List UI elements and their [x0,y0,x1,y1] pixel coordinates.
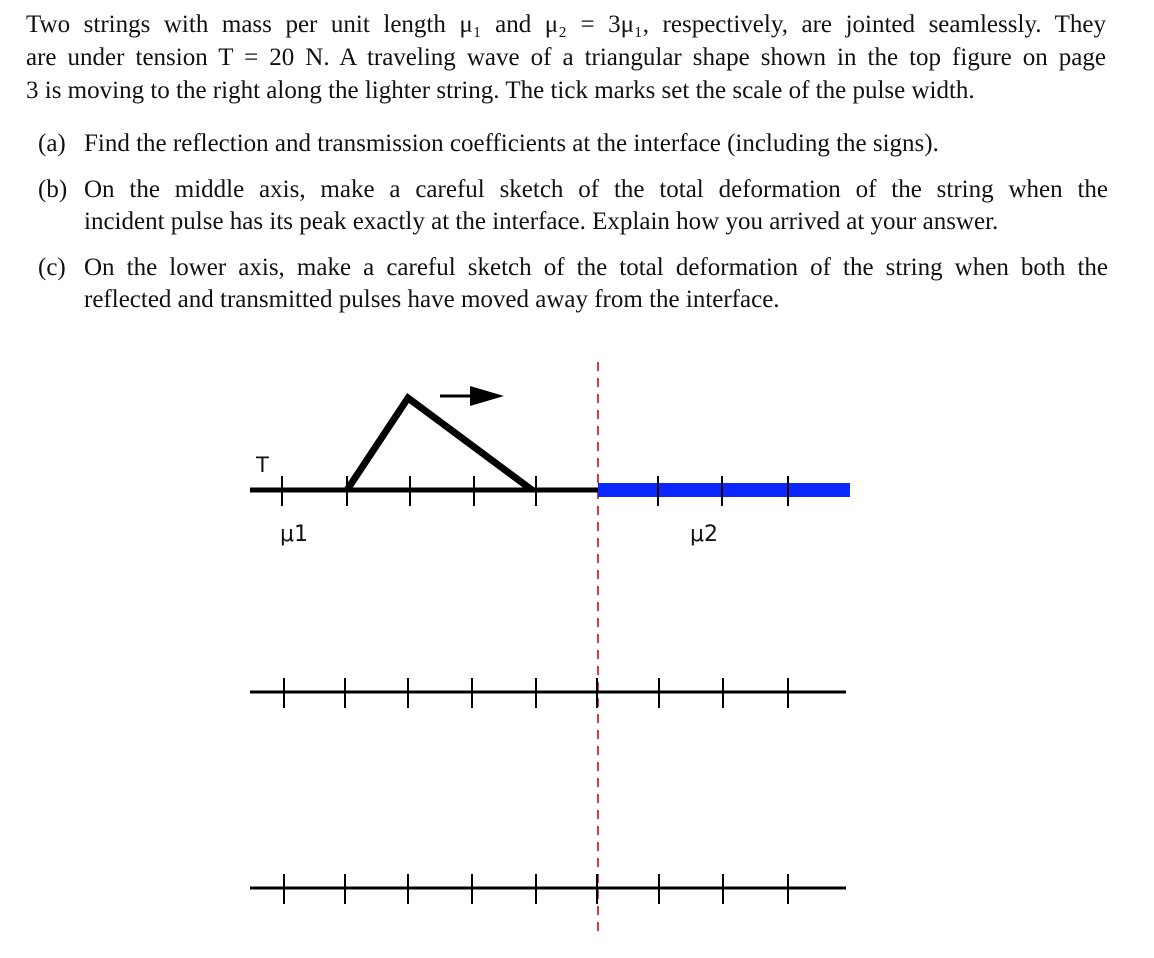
part-b-line-1: On the middle axis, make a careful sketch of the total deformation of the string when the [84,176,1108,203]
part-a-line-1: Find the reflection and transmission coefficients at the interface (including the signs). [84,130,939,157]
part-a-label: (a) [38,130,66,157]
question-parts [38,128,1108,330]
intro-line-2: are under tension T = 20 N. A traveling wave of a triangular shape shown in the top figure on page [26,44,1106,71]
part-c [38,252,1108,316]
part-c-label: (c) [38,254,66,281]
tension-label: T [256,453,269,477]
part-b [38,174,1108,238]
part-a [38,128,1108,160]
triangular-pulse [347,398,532,490]
intro-line-3: 3 is moving to the right along the lighter string. The tick marks set the scale of the pulse width. [26,77,975,104]
lower-axis-ticks [284,874,788,904]
lower-axis [250,874,846,904]
part-b-label: (b) [38,176,68,203]
top-axis-ticks [282,476,788,506]
part-b-line-2: incident pulse has its peak exactly at the interface. Explain how you arrived at your answer. [84,208,999,235]
middle-axis-ticks [284,678,788,708]
part-a-text [84,128,1108,160]
intro-line-1: Two strings with mass per unit length μ₁ and μ₂ = 3μ₁, respectively, are jointed seamlessly. They [26,11,1106,38]
arrow-right-icon [440,386,504,406]
part-b-text [84,174,1108,238]
part-c-text [84,252,1108,316]
problem-statement [26,8,1106,107]
part-c-line-2: reflected and transmitted pulses have moved away from the interface. [84,286,780,313]
mu1-label: μ1 [280,522,308,547]
mu2-label: μ2 [690,522,718,547]
middle-axis [250,678,846,708]
top-axis [250,386,850,547]
part-c-line-1: On the lower axis, make a careful sketch of the total deformation of the string when both the [84,254,1108,281]
